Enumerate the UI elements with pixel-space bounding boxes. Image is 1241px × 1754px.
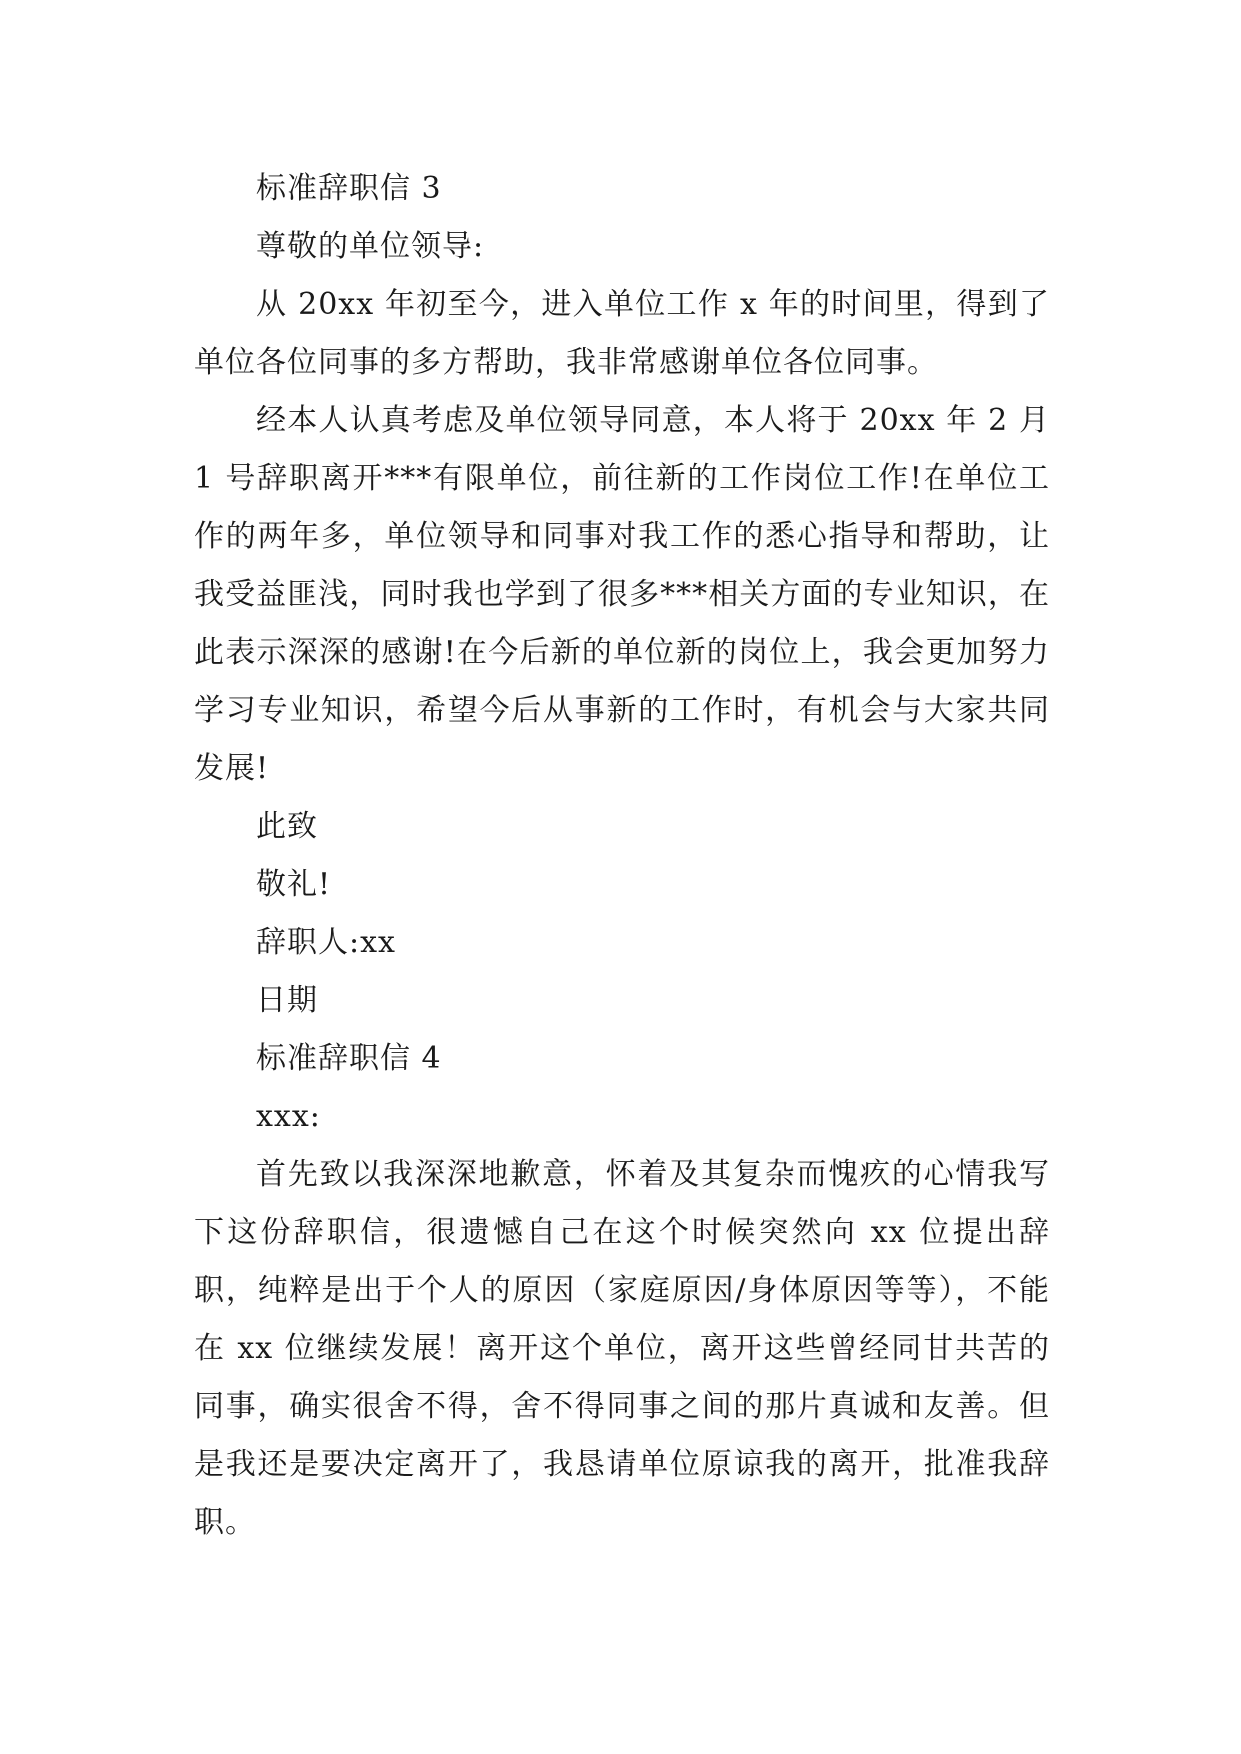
letter3-salutation: 尊敬的单位领导: <box>256 229 485 264</box>
letter3-paragraph-2: 经本人认真考虑及单位领导同意，本人将于 20xx 年 2 月 1 号辞职离开***有限单位，前往新的工作岗位工作!在单位工作的两年多，单位领导和同事对我工作的悉心指导和帮助，让我受益匪浅，同时我也学到了很多***相关方面的专业知识，在此表示深深的感谢!在今后新的单位新的岗位上，我会更加努力学习专业知识，希望今后从事新的工作时，有机会与大家共同发展! <box>194 403 1050 786</box>
letter3-date: 日期 <box>256 983 318 1018</box>
document-body <box>194 160 1050 1552</box>
letter3-closing-1: 此致 <box>256 809 318 844</box>
letter3-closing-2: 敬礼! <box>256 867 332 902</box>
letter3-paragraph-1: 从 20xx 年初至今，进入单位工作 x 年的时间里，得到了单位各位同事的多方帮助，我非常感谢单位各位同事。 <box>194 287 1050 380</box>
letter4-title: 标准辞职信 4 <box>256 1041 442 1076</box>
letter4-salutation: xxx: <box>256 1099 321 1134</box>
letter3-signature: 辞职人:xx <box>256 925 396 960</box>
letter4-paragraph-1: 首先致以我深深地歉意，怀着及其复杂而愧疚的心情我写下这份辞职信，很遗憾自己在这个时候突然向 xx 位提出辞职，纯粹是出于个人的原因（家庭原因/身体原因等等），不能在 xx 位继续发展！离开这个单位，离开这些曾经同甘共苦的同事，确实很舍不得，舍不得同事之间的那片真诚和友善。但是我还是要决定离开了，我恳请单位原谅我的离开，批准我辞职。 <box>194 1157 1050 1540</box>
letter3-title: 标准辞职信 3 <box>256 171 442 206</box>
